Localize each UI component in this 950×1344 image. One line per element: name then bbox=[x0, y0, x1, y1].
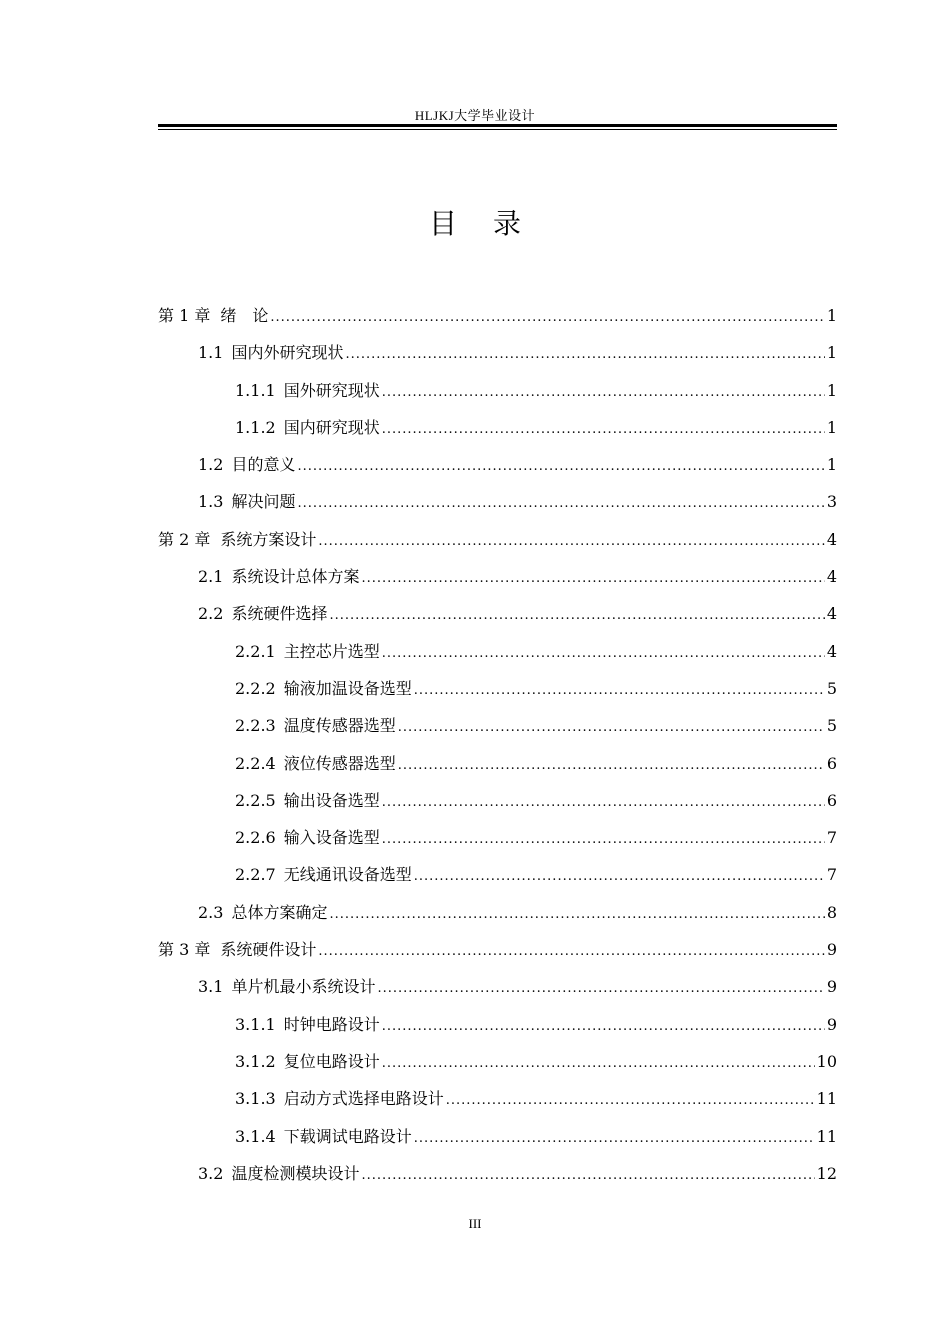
toc-entry-title: 输液加温设备选型 bbox=[283, 678, 412, 698]
toc-entry-number: 2.2 bbox=[198, 604, 224, 624]
toc-dot-leader bbox=[398, 747, 825, 784]
toc-entry-number: 2.2.3 bbox=[235, 716, 276, 736]
toc-entry-page: 1 bbox=[826, 380, 837, 400]
toc-dot-leader bbox=[361, 1157, 814, 1194]
toc-entry-title: 国内外研究现状 bbox=[231, 343, 344, 363]
toc-dot-leader bbox=[361, 560, 824, 597]
toc-entry-title: 绪 论 bbox=[220, 306, 269, 325]
table-of-contents bbox=[158, 297, 837, 1192]
toc-entry-number: 3.1.2 bbox=[235, 1051, 276, 1071]
toc-dot-leader bbox=[329, 597, 824, 634]
toc-entry-title: 时钟电路设计 bbox=[283, 1014, 380, 1034]
toc-entry[interactable] bbox=[158, 894, 837, 931]
toc-entry[interactable] bbox=[158, 670, 837, 707]
toc-entry[interactable] bbox=[158, 297, 837, 334]
toc-entry-page: 6 bbox=[826, 790, 837, 810]
toc-entry-number: 第 3 章 bbox=[158, 940, 211, 960]
toc-entry-title: 输出设备选型 bbox=[283, 790, 380, 810]
toc-entry[interactable] bbox=[158, 372, 837, 409]
toc-dot-leader bbox=[382, 411, 825, 448]
toc-entry[interactable] bbox=[158, 633, 837, 670]
toc-dot-leader bbox=[318, 933, 824, 970]
toc-entry-number: 第 2 章 bbox=[158, 529, 211, 549]
toc-entry-number: 2.2.2 bbox=[235, 678, 276, 698]
toc-dot-leader bbox=[414, 858, 825, 895]
toc-entry[interactable] bbox=[158, 707, 837, 744]
toc-entry[interactable] bbox=[158, 595, 837, 632]
toc-entry-title: 温度传感器选型 bbox=[283, 716, 396, 736]
toc-entry[interactable] bbox=[158, 968, 837, 1005]
header-rule-thick bbox=[158, 124, 837, 127]
toc-entry-number: 1.3 bbox=[198, 492, 224, 512]
toc-entry-page: 1 bbox=[826, 343, 837, 363]
toc-entry[interactable] bbox=[158, 1080, 837, 1117]
toc-entry-page: 1 bbox=[826, 455, 837, 475]
toc-dot-leader bbox=[329, 896, 824, 933]
toc-dot-leader bbox=[446, 1082, 815, 1119]
toc-entry-number: 3.1.4 bbox=[235, 1126, 276, 1146]
toc-entry-number: 1.2 bbox=[198, 455, 224, 475]
toc-entry-title: 下载调试电路设计 bbox=[283, 1126, 412, 1146]
toc-entry-number: 1.1 bbox=[198, 343, 224, 363]
toc-entry-number: 3.1 bbox=[198, 977, 224, 997]
toc-entry-number: 2.2.4 bbox=[235, 753, 276, 773]
toc-entry-number: 1.1.2 bbox=[235, 417, 276, 437]
toc-dot-leader bbox=[414, 672, 825, 709]
toc-entry-page: 9 bbox=[826, 940, 837, 960]
toc-entry[interactable] bbox=[158, 931, 837, 968]
toc-entry-page: 9 bbox=[826, 1014, 837, 1034]
toc-entry[interactable] bbox=[158, 1155, 837, 1192]
toc-entry-title: 复位电路设计 bbox=[283, 1051, 380, 1071]
toc-entry-title: 系统方案设计 bbox=[220, 529, 317, 549]
toc-entry-title: 目的意义 bbox=[231, 455, 296, 475]
toc-entry-number: 2.3 bbox=[198, 902, 224, 922]
toc-entry-page: 6 bbox=[826, 753, 837, 773]
toc-entry-title: 国外研究现状 bbox=[283, 380, 380, 400]
toc-entry-number: 3.2 bbox=[198, 1163, 224, 1183]
toc-entry-page: 7 bbox=[826, 865, 837, 885]
toc-entry-title: 输入设备选型 bbox=[283, 828, 380, 848]
toc-entry-page: 4 bbox=[826, 529, 837, 549]
toc-dot-leader bbox=[382, 635, 825, 672]
toc-entry-page: 9 bbox=[826, 977, 837, 997]
toc-dot-leader bbox=[398, 709, 825, 746]
toc-entry-number: 1.1.1 bbox=[235, 380, 276, 400]
toc-entry[interactable] bbox=[158, 782, 837, 819]
toc-entry-page: 11 bbox=[816, 1089, 837, 1109]
toc-entry-title: 温度检测模块设计 bbox=[231, 1163, 360, 1183]
toc-entry[interactable] bbox=[158, 856, 837, 893]
toc-entry-page: 5 bbox=[826, 716, 837, 736]
toc-entry-title: 系统设计总体方案 bbox=[231, 567, 360, 587]
toc-dot-leader bbox=[382, 821, 825, 858]
toc-entry-number: 2.1 bbox=[198, 567, 224, 587]
toc-entry-number: 3.1.1 bbox=[235, 1014, 276, 1034]
toc-entry-number: 3.1.3 bbox=[235, 1089, 276, 1109]
toc-entry-number: 2.2.6 bbox=[235, 828, 276, 848]
toc-entry-number: 2.2.7 bbox=[235, 865, 276, 885]
toc-dot-leader bbox=[382, 784, 825, 821]
toc-entry-title: 系统硬件选择 bbox=[231, 604, 328, 624]
toc-entry-page: 1 bbox=[826, 417, 837, 437]
toc-dot-leader bbox=[382, 1045, 815, 1082]
toc-entry[interactable] bbox=[158, 334, 837, 371]
toc-entry[interactable] bbox=[158, 745, 837, 782]
toc-dot-leader bbox=[414, 1120, 815, 1157]
running-header: HLJKJ大学毕业设计 bbox=[414, 108, 536, 123]
toc-entry-title: 解决问题 bbox=[231, 492, 296, 512]
toc-dot-leader bbox=[297, 448, 824, 485]
toc-dot-leader bbox=[345, 336, 824, 373]
toc-entry-title: 国内研究现状 bbox=[283, 417, 380, 437]
toc-entry-number: 2.2.1 bbox=[235, 641, 276, 661]
toc-entry[interactable] bbox=[158, 521, 837, 558]
toc-entry-title: 系统硬件设计 bbox=[220, 940, 317, 960]
toc-entry[interactable] bbox=[158, 446, 837, 483]
toc-dot-leader bbox=[382, 374, 825, 411]
toc-entry-title: 启动方式选择电路设计 bbox=[283, 1089, 444, 1109]
footer-page-number: III bbox=[468, 1216, 482, 1231]
toc-entry-page: 10 bbox=[816, 1051, 837, 1071]
header-rule-thin bbox=[158, 129, 837, 130]
toc-dot-leader bbox=[270, 299, 824, 336]
toc-entry-page: 7 bbox=[826, 828, 837, 848]
toc-entry-page: 8 bbox=[826, 902, 837, 922]
toc-dot-leader bbox=[297, 485, 824, 522]
toc-entry-page: 1 bbox=[826, 306, 837, 325]
toc-entry-number: 2.2.5 bbox=[235, 790, 276, 810]
toc-entry[interactable] bbox=[158, 409, 837, 446]
toc-entry[interactable] bbox=[158, 1043, 837, 1080]
toc-dot-leader bbox=[377, 970, 824, 1007]
toc-entry-page: 5 bbox=[826, 678, 837, 698]
toc-entry[interactable] bbox=[158, 483, 837, 520]
toc-entry-page: 12 bbox=[816, 1163, 837, 1183]
page-title: 目录 bbox=[428, 207, 557, 240]
toc-entry-title: 无线通讯设备选型 bbox=[283, 865, 412, 885]
toc-entry-number: 第 1 章 bbox=[158, 306, 211, 325]
toc-entry-page: 11 bbox=[816, 1126, 837, 1146]
toc-dot-leader bbox=[382, 1008, 825, 1045]
toc-entry-page: 4 bbox=[826, 604, 837, 624]
toc-dot-leader bbox=[318, 523, 824, 560]
toc-entry-title: 液位传感器选型 bbox=[283, 753, 396, 773]
toc-entry[interactable] bbox=[158, 1006, 837, 1043]
toc-entry-title: 单片机最小系统设计 bbox=[231, 977, 376, 997]
toc-entry-page: 3 bbox=[826, 492, 837, 512]
toc-entry-title: 总体方案确定 bbox=[231, 902, 328, 922]
toc-entry[interactable] bbox=[158, 558, 837, 595]
toc-entry-page: 4 bbox=[826, 641, 837, 661]
toc-entry-title: 主控芯片选型 bbox=[283, 641, 380, 661]
toc-entry-page: 4 bbox=[826, 567, 837, 587]
toc-entry[interactable] bbox=[158, 1118, 837, 1155]
toc-entry[interactable] bbox=[158, 819, 837, 856]
